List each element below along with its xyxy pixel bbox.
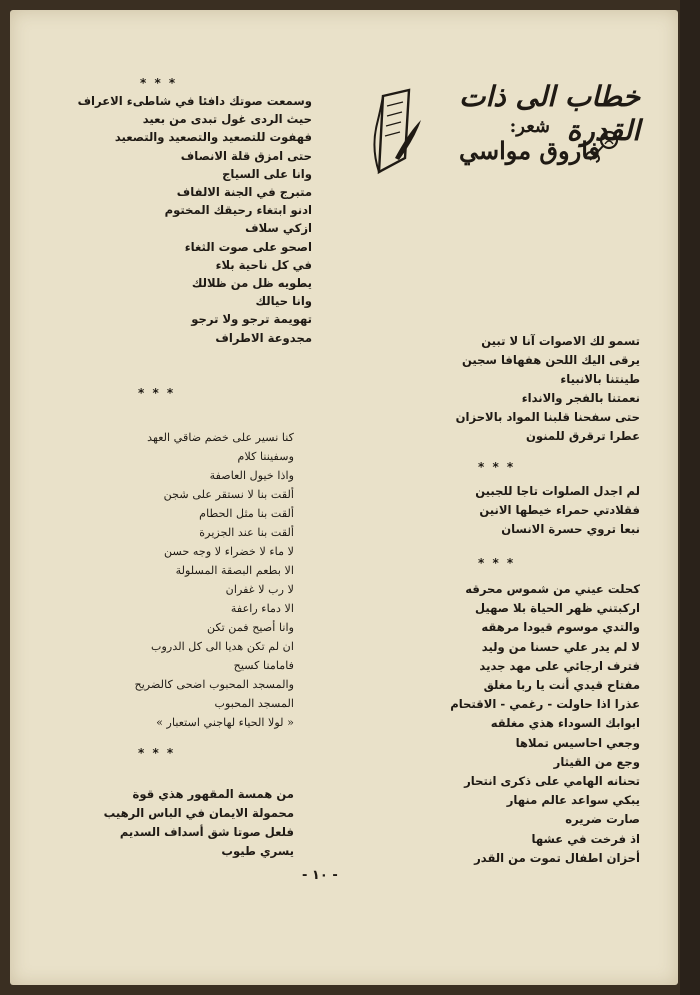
section-divider: * * * — [478, 460, 516, 474]
verse-line: فهفوت للتصعيد والتصعيد والتصعيد — [114, 130, 312, 145]
verse-line: ألقت بنا مثل الحطام — [199, 507, 294, 520]
verse-line: لم اجدل الصلوات تاجا للجبين — [475, 484, 640, 498]
page-number: - ١٠ - — [302, 868, 338, 883]
verse-line: وجع من القيثار — [553, 754, 640, 769]
verse-line: نعمتنا بالفجر والانداء — [521, 391, 640, 405]
verse-line: والتدي موسوم قيودا مرهقه — [481, 620, 640, 635]
poem-stanza-right-1 — [400, 332, 640, 446]
verse-line: ادنو ابتغاء رحيقك المختوم — [164, 203, 312, 218]
verse-line: يسري طيوب — [221, 844, 294, 858]
verse-line: لا لم يدر علي حسنا من وليد — [481, 639, 640, 654]
verse-line: تسمو لك الاصوات آنا لا تبين — [481, 334, 640, 348]
verse-line: حيث الردى غول تبدى من بعيد — [142, 112, 312, 127]
section-divider: * * * — [140, 76, 178, 90]
poetry-label: شعر: — [509, 116, 550, 137]
poem-stanza-right-2 — [400, 482, 640, 539]
verse-line: ازكي سلاف — [245, 221, 312, 236]
poem-stanza-left-3 — [50, 785, 294, 861]
verse-line: من همسة المقهور هذي قوة — [132, 787, 294, 801]
verse-line: كحلت عيني من شموس محرقه — [465, 582, 640, 596]
flower-ornament-icon — [582, 128, 622, 164]
verse-line: اركبتني ظهر الحياة بلا صهيل — [475, 601, 640, 616]
section-divider: * * * — [478, 556, 516, 570]
verse-line: وجعي احاسيس تملاها — [515, 735, 640, 750]
verse-line: مجدوعة الاطراف — [215, 330, 312, 345]
page-edge-shadow — [680, 0, 700, 995]
verse-line: لا رب لا غفران — [225, 583, 294, 596]
verse-line: اصحو على صوت الثغاء — [184, 239, 312, 254]
poet-name: فاروق مواسي — [459, 136, 600, 165]
verse-line: ألقت بنا لا نستقر على شجن — [163, 488, 294, 501]
verse-line: الا دماء راعفة — [230, 602, 294, 615]
poem-stanza-right-3 — [390, 580, 640, 868]
verse-line: ألقت بنا عند الجزيرة — [199, 526, 294, 539]
verse-line: محمولة الايمان في الباس الرهيب — [103, 806, 294, 820]
verse-line: مفتاح قيدي أنت يا ربا مغلق — [483, 678, 640, 693]
poem-stanza-left-1 — [50, 92, 312, 347]
verse-line: أحزان اطفال تموت من القدر — [474, 850, 640, 865]
verse-line: عطرا ترقرق للمنون — [526, 429, 640, 443]
verse-line: عذرا اذا حاولت - رغمي - الاقتحام — [450, 697, 640, 712]
verse-line: نبعا تروي حسرة الانسان — [501, 522, 640, 536]
verse-line: متبرج في الجنة الالفاف — [176, 185, 312, 200]
verse-line: وانا حيالك — [255, 294, 312, 309]
magazine-page — [10, 10, 678, 985]
verse-line: وسمعت صوتك دافئا في شاطىء الاعراف — [77, 94, 312, 108]
poem-title: خطاب الى ذات القدرة — [459, 80, 640, 147]
verse-line: واذا خيول العاصفة — [209, 469, 294, 482]
verse-line: كنا نسير على خضم ضاقي العهد — [147, 431, 294, 444]
verse-line: حتى امزق قلة الانصاف — [180, 148, 312, 163]
verse-line: اذ فرخت في عشها — [531, 831, 640, 846]
verse-line: تهويمة ترجو ولا ترجو — [191, 312, 312, 327]
section-divider: * * * — [138, 386, 176, 400]
verse-line: لا ماء لا خضراء لا وجه حسن — [163, 545, 294, 558]
verse-line: فترف ارجائي على مهد جديد — [479, 658, 640, 673]
verse-line: وانا على السياج — [222, 166, 312, 181]
poem-stanza-left-2 — [50, 428, 294, 732]
verse-line: فلعل صوتا شق أسداف السديم — [119, 825, 294, 839]
verse-line: تحنانه الهامي على ذكرى انتحار — [464, 774, 640, 789]
section-divider: * * * — [138, 746, 176, 760]
verse-line: « لولا الحياء لهاجني استعبار » — [156, 716, 294, 729]
verse-line: ان لم تكن هديا الى كل الدروب — [151, 640, 294, 653]
verse-line: وانا أصيح فمن تكن — [206, 621, 294, 634]
verse-line: حتى سفحنا قلبنا المواد بالاحزان — [455, 410, 640, 424]
verse-line: يرقى اليك اللحن هفهافا سجين — [462, 353, 640, 367]
verse-line: طينتنا بالانبياء — [560, 372, 640, 386]
verse-line: يطويه ظل من ظلالك — [191, 276, 312, 291]
verse-line: يبكي سواعد عالم منهار — [506, 793, 640, 808]
verse-line: فقلادتي حمراء خيطها الانين — [479, 503, 640, 517]
verse-line: الا بطعم البصقة المسلولة — [175, 564, 294, 577]
verse-line: فامامنا كسيح — [233, 659, 294, 672]
verse-line: المسجد المحبوب — [214, 697, 294, 710]
verse-line: في كل ناحية بلاء — [215, 257, 312, 272]
verse-line: ابوابك السوداء هذي مغلقه — [490, 716, 640, 731]
verse-line: وسفيننا كلام — [237, 450, 294, 463]
verse-line: والمسجد المحبوب اضحى كالضريح — [134, 678, 294, 691]
verse-line: صارت ضريره — [565, 812, 640, 827]
